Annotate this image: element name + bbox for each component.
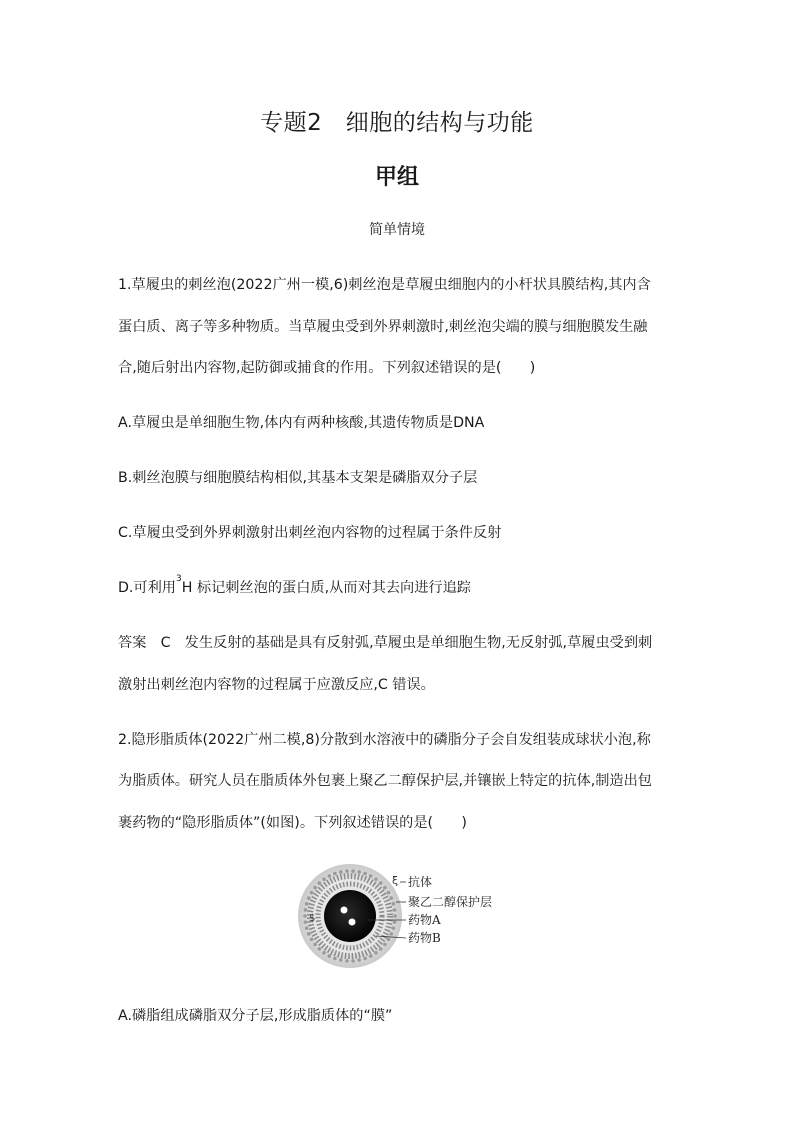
lipid-head	[307, 932, 311, 936]
liposome-figure	[288, 862, 518, 972]
lipid-head	[389, 932, 393, 936]
lipid-head	[351, 959, 355, 963]
q1-option-c: C.草履虫受到外界刺激射出刺丝泡内容物的过程属于条件反射	[118, 525, 502, 541]
q1-answer-line-1: 答案 C 发生反射的基础是具有反射弧,草履虫是单细胞生物,无反射弧,草履虫受到刺	[118, 635, 653, 651]
lipid-head	[304, 908, 308, 912]
drug-a-dot-2	[349, 919, 356, 926]
isotope-mass-number: 3	[176, 574, 182, 584]
aqueous-core	[324, 890, 376, 942]
q1-option-d	[118, 574, 471, 597]
q2-stem-line-3: 裹药物的“隐形脂质体”(如图)。下列叙述错误的是( )	[118, 815, 467, 831]
lipid-head	[379, 881, 383, 885]
lipid-head	[374, 951, 378, 955]
lipid-head	[357, 958, 361, 962]
q1-option-a: A.草履虫是单细胞生物,体内有两种核酸,其遗传物质是DNA	[118, 415, 485, 431]
lipid-head	[327, 874, 331, 878]
lipid-head	[387, 891, 391, 895]
lipid-head	[307, 896, 311, 900]
q1-stem-line-1: 1.草履虫的刺丝泡(2022广州一模,6)刺丝泡是草履虫细胞内的小杆状具膜结构,其内含	[118, 277, 651, 293]
antibody-mark-left: $	[309, 913, 316, 924]
lipid-head	[313, 943, 317, 947]
q1-stem-line-3: 合,随后射出内容物,起防御或捕食的作用。下列叙述错误的是( )	[118, 360, 536, 376]
group-heading: 甲组	[374, 165, 419, 190]
lipid-head	[383, 886, 387, 890]
lipid-head	[374, 877, 378, 881]
label-drug-a: 药物A	[408, 913, 441, 927]
lipid-head	[322, 877, 326, 881]
q2-option-a: A.磷脂组成磷脂双分子层,形成脂质体的“膜”	[118, 1008, 393, 1024]
lipid-head	[387, 938, 391, 942]
q1-stem-line-2: 蛋白质、离子等多种物质。当草履虫受到外界刺激时,刺丝泡尖端的膜与细胞膜发生融	[118, 319, 648, 335]
lipid-head	[393, 920, 397, 924]
lipid-head	[305, 902, 309, 906]
q1-option-b: B.刺丝泡膜与细胞膜结构相似,其基本支架是磷脂双分子层	[118, 470, 478, 486]
page-title: 专题2 细胞的结构与功能	[260, 110, 534, 136]
lipid-head	[363, 872, 367, 876]
lipid-head	[333, 957, 337, 961]
lipid-head	[392, 902, 396, 906]
lipid-head	[339, 958, 343, 962]
label-antibody: 抗体	[408, 875, 433, 889]
q2-stem-line-2: 为脂质体。研究人员在脂质体外包裹上聚乙二醇保护层,并镶嵌上特定的抗体,制造出包	[118, 773, 652, 789]
lipid-head	[313, 886, 317, 890]
label-peg-layer: 聚乙二醇保护层	[408, 895, 493, 909]
lipid-head	[369, 954, 373, 958]
lipid-head	[392, 926, 396, 930]
lipid-head	[389, 896, 393, 900]
lipid-head	[310, 938, 314, 942]
lipid-head	[383, 943, 387, 947]
lipid-head	[345, 959, 349, 963]
lipid-head	[327, 954, 331, 958]
lipid-head	[379, 947, 383, 951]
q2-stem-line-1: 2.隐形脂质体(2022广州二模,8)分散到水溶液中的磷脂分子会自发组装成球状小泡,称	[118, 732, 651, 748]
lipid-head	[317, 881, 321, 885]
lipid-head	[305, 926, 309, 930]
lipid-head	[303, 914, 307, 918]
section-heading: 简单情境	[369, 222, 425, 238]
q1-option-d-prefix: D.可利用	[118, 580, 176, 596]
lipid-head	[369, 874, 373, 878]
lipid-head	[351, 869, 355, 873]
lipid-head	[357, 870, 361, 874]
antibody-mark-top: ξ	[392, 874, 399, 887]
lipid-head	[310, 891, 314, 895]
lipid-head	[339, 870, 343, 874]
lipid-head	[333, 872, 337, 876]
q1-option-d-rest: H 标记刺丝泡的蛋白质,从而对其去向进行追踪	[181, 580, 471, 596]
drug-a-dot	[341, 907, 348, 914]
lipid-head	[304, 920, 308, 924]
lipid-head	[317, 947, 321, 951]
lipid-head	[345, 869, 349, 873]
q1-answer-line-2: 激射出刺丝泡内容物的过程属于应激反应,C 错误。	[118, 677, 435, 693]
label-drug-b: 药物B	[408, 931, 441, 945]
lipid-head	[322, 951, 326, 955]
lipid-head	[393, 914, 397, 918]
lipid-head	[363, 957, 367, 961]
lipid-head	[393, 908, 397, 912]
